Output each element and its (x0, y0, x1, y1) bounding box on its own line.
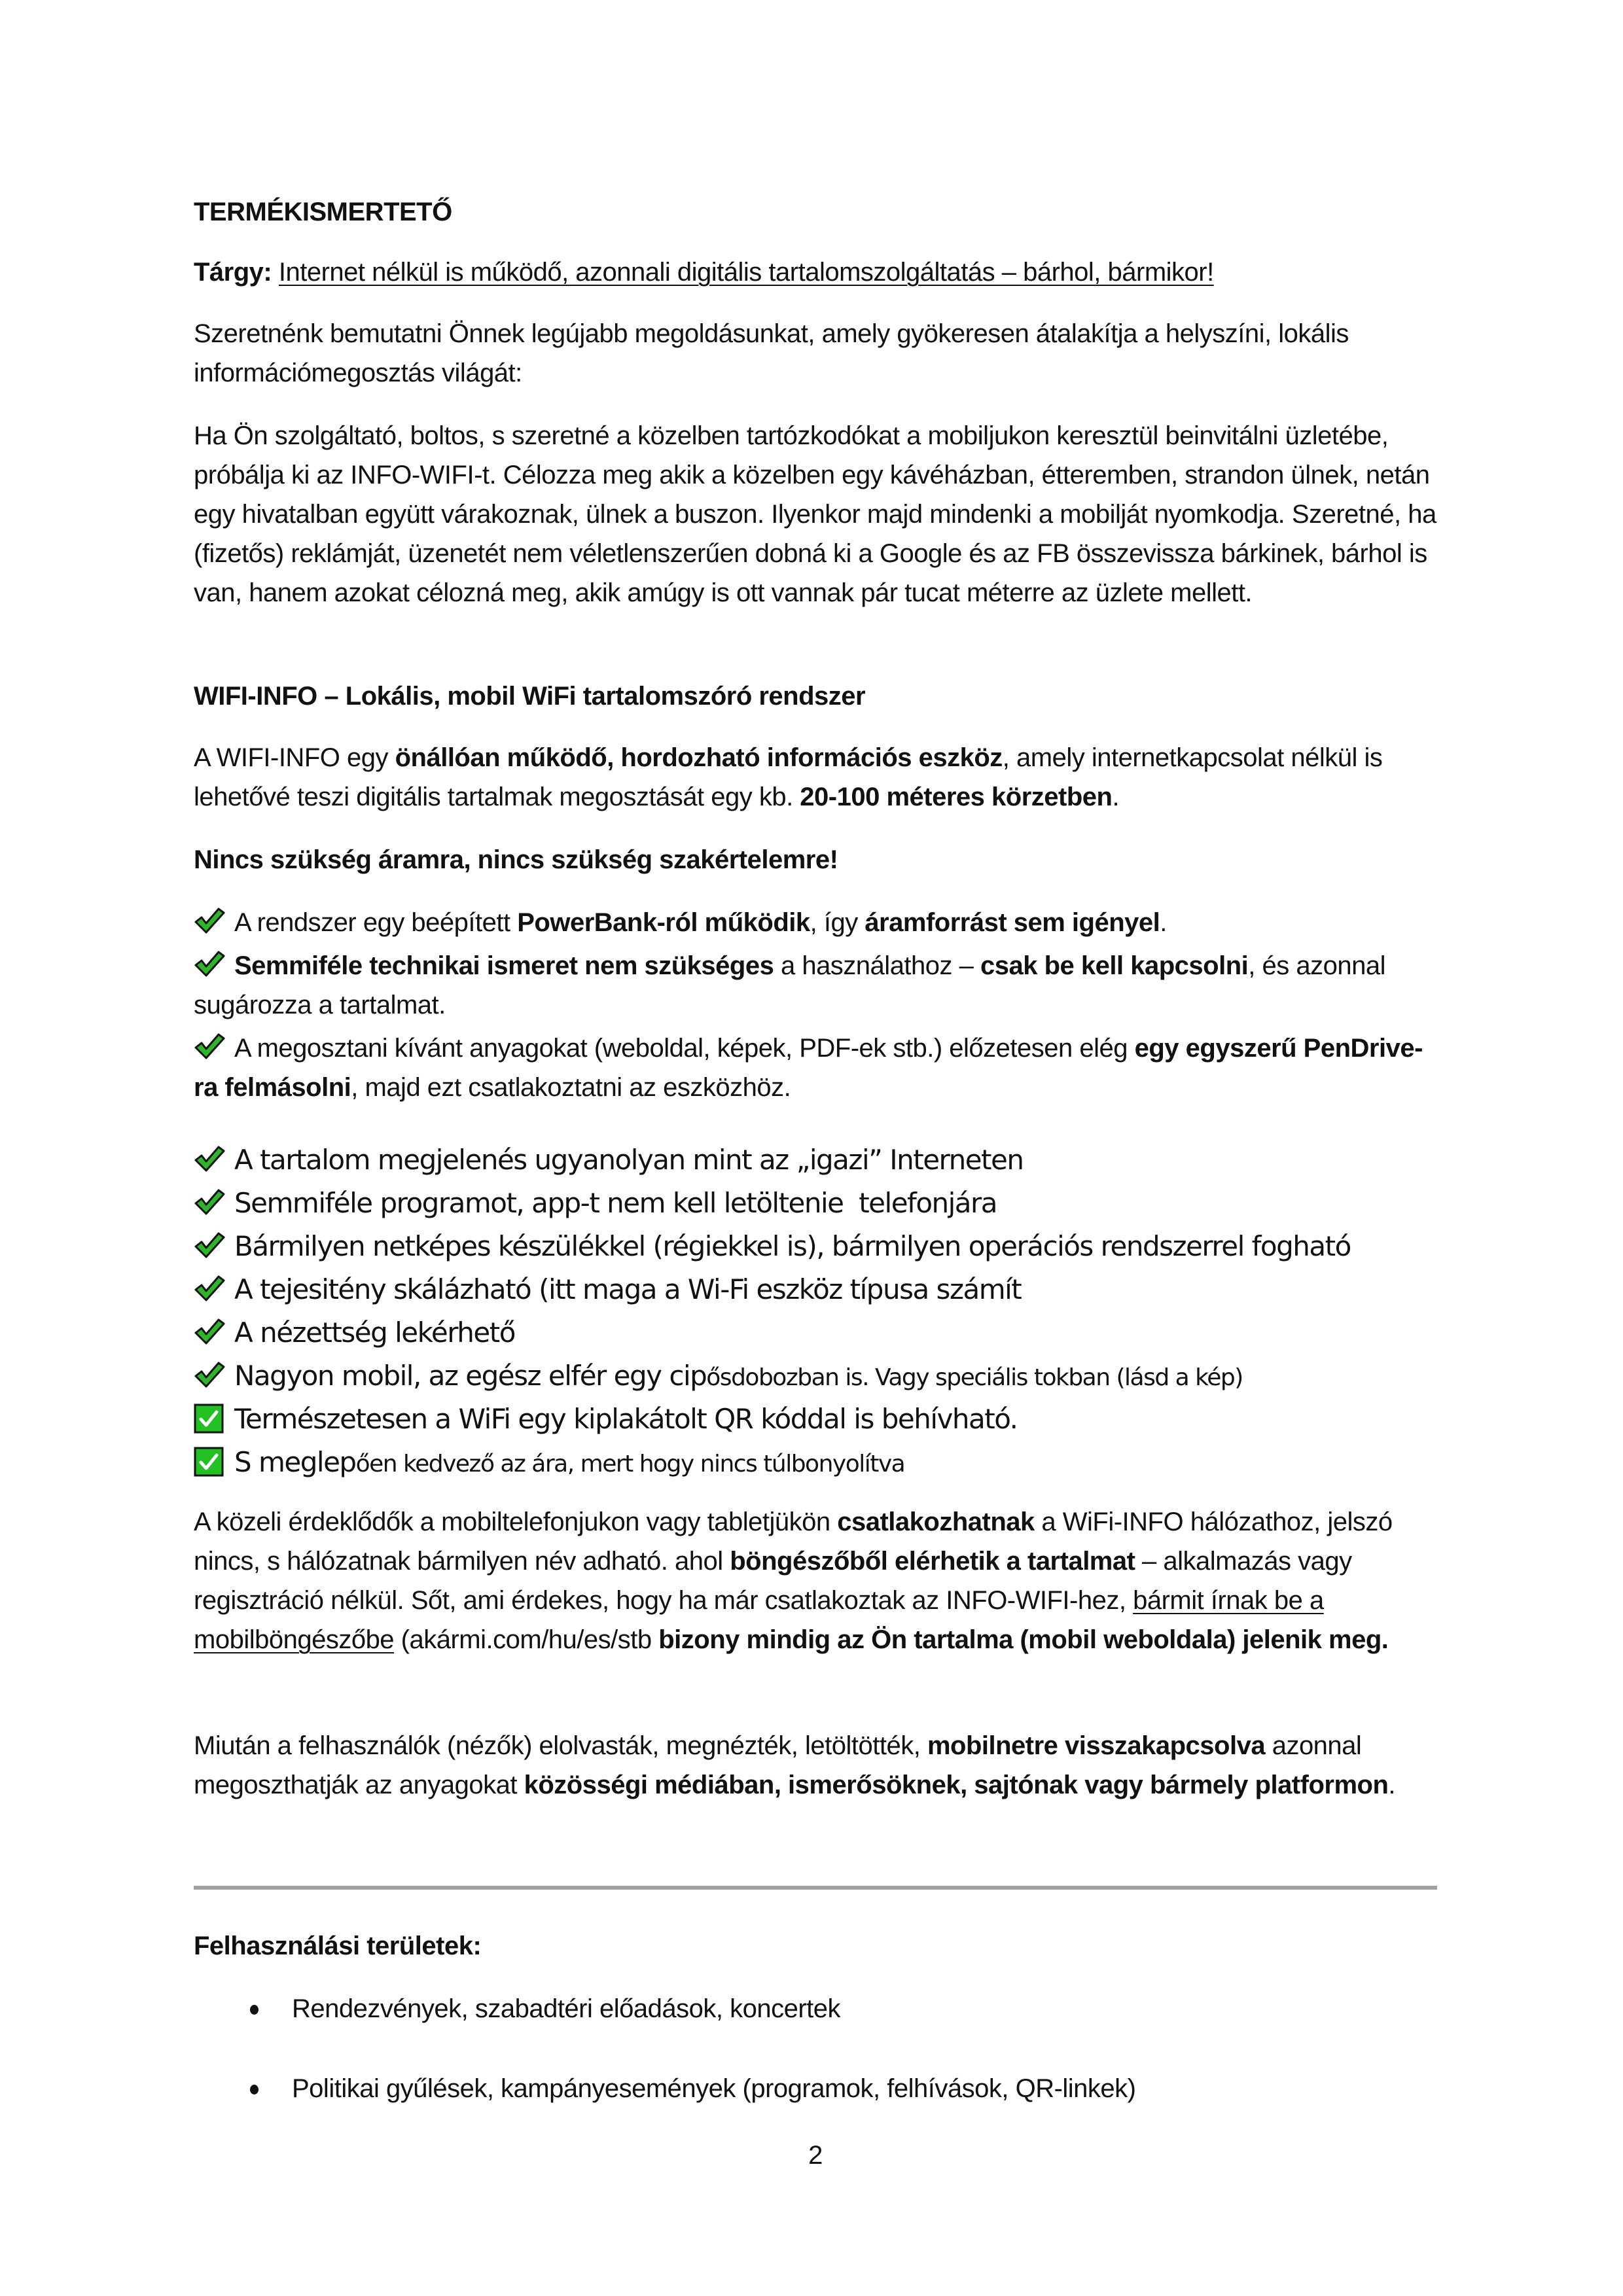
feature-item (194, 1398, 1437, 1441)
text-run: (akármi.com/hu/es/stb (394, 1625, 659, 1654)
text-run: – alkalmazás vagy regisztráció nélkül. Sőt, ami érdekes, hogy ha már csatlakoztak az INFO-WIFI-hez, (194, 1547, 1352, 1615)
checklist-item (194, 903, 1437, 942)
usage-item-text: Politikai gyűlések, kampányesemények (programok, felhívások, QR-linkek) (292, 2074, 1136, 2103)
text-run: a WiFi-INFO hálózathoz, jelszó nincs, s hálózatnak bármilyen név adható. ahol (194, 1508, 1393, 1576)
bullet-icon (250, 2005, 259, 2015)
usage-item-text: Rendezvények, szabadtéri előadások, koncertek (292, 1994, 841, 2023)
text-run: A rendszer egy beépített (234, 908, 518, 937)
subject-text: Internet nélkül is működő, azonnali digitális tartalomszolgáltatás – bárhol, bármikor! (278, 258, 1214, 287)
bold-run: csatlakozhatnak (837, 1508, 1035, 1536)
feature-item (194, 1225, 1437, 1268)
text-run: azonnal megoszthatják az anyagokat (194, 1731, 1362, 1799)
feature-item (194, 1311, 1437, 1354)
feature-text: Semmiféle programot, app-t nem kell letöltenie telefonjára (234, 1187, 997, 1219)
wifi-info-description (194, 738, 1437, 817)
subject-line (194, 253, 1437, 292)
bold-run: böngészőből elérhetik a tartalmat (730, 1547, 1135, 1576)
feature-text: A tejesitény skálázható (itt maga a Wi-Fi eszköz típusa számít (234, 1273, 1022, 1305)
bold-run: közösségi médiában, ismerősöknek, sajtónak vagy bármely platformon (524, 1771, 1389, 1799)
text-run: . (1160, 908, 1167, 937)
text-run: A megosztani kívánt anyagokat (weboldal, képek, PDF-ek stb.) előzetesen elég (234, 1034, 1135, 1063)
feature-item (194, 1139, 1437, 1182)
text-run: . (1388, 1771, 1396, 1799)
page-number: 2 (808, 2141, 823, 2170)
text-run: , és azonnal sugározza a tartalmat. (194, 951, 1385, 1019)
bold-run: PowerBank-ról működik (517, 908, 810, 937)
shop-paragraph: Ha Ön szolgáltató, boltos, s szeretné a közelben tartózkodókat a mobiljukon keresztül beinvitálni üzletébe, próbálja ki az INFO-WIFI-t. Célozza meg akik a közelben egy kávéházban, étteremben, strandon ülnek, netán egy hivatalban együtt várakoznak, ülnek a buszon. Ilyenkor majd mindenki a mobilját nyomkodja. Szeretné, ha (fizetős) reklámját, üzenetét nem véletlenszerűen dobná ki a Google és az FB összevissza bárkinek, bárhol is van, hanem azokat célozná meg, akik amúgy is ott vannak pár tucat méterre az üzlete mellett. (194, 421, 1436, 607)
check-mark-icon (194, 1188, 225, 1216)
bold-run: önállóan működő, hordozható információs eszköz (395, 743, 1003, 772)
main-checklist (194, 903, 1437, 1107)
bold-run: áramforrást sem igényel (865, 908, 1160, 937)
text-run: a használathoz – (774, 951, 981, 980)
usage-list (194, 1989, 1437, 2149)
connection-paragraph (194, 1502, 1437, 1659)
check-mark-icon (194, 1274, 225, 1303)
feature-text: Nagyon mobil, az egész elfér egy cip (234, 1360, 707, 1392)
underlined-run: bármit írnak be a mobilböngészőbe (194, 1586, 1324, 1654)
section-heading: WIFI-INFO – Lokális, mobil WiFi tartalomszóró rendszer (194, 682, 866, 711)
text-run: A WIFI-INFO egy (194, 743, 395, 772)
check-mark-icon (194, 1360, 225, 1389)
check-box-icon (194, 1404, 224, 1434)
check-mark-icon (194, 1032, 225, 1061)
horizontal-divider (194, 1886, 1437, 1890)
feature-item (194, 1354, 1437, 1398)
bold-run: mobilnetre visszakapcsolva (927, 1731, 1266, 1760)
text-run: Miután a felhasználók (nézők) elolvasták, megnézték, letöltötték, (194, 1731, 927, 1760)
check-box-icon (194, 1447, 224, 1477)
bold-run: Semmiféle technikai ismeret nem szükséges (234, 951, 774, 980)
feature-text: A nézettség lekérhető (234, 1316, 515, 1349)
usage-item (194, 2069, 1437, 2108)
feature-text: Bármilyen netképes készülékkel (régiekkel is), bármilyen operációs rendszerrel fogható (234, 1230, 1351, 1262)
bullet-icon (250, 2085, 259, 2094)
feature-checklist (194, 1139, 1437, 1484)
text-run: . (1112, 783, 1120, 811)
text-run: , majd ezt csatlakoztatni az eszközhöz. (351, 1073, 791, 1102)
check-mark-icon (194, 949, 225, 978)
check-mark-icon (194, 906, 225, 935)
feature-text: S meglep (234, 1446, 356, 1478)
intro-paragraph: Szeretnénk bemutatni Önnek legújabb megoldásunkat, amely gyökeresen átalakítja a helyszíni, lokális információmegosztás világát: (194, 319, 1349, 387)
bold-run: 20-100 méteres körzetben (800, 783, 1113, 811)
checklist-item (194, 1029, 1437, 1107)
text-run: A közeli érdeklődők a mobiltelefonjukon vagy tabletjükön (194, 1508, 838, 1536)
feature-item (194, 1441, 1437, 1484)
checklist-item (194, 946, 1437, 1025)
no-need-heading: Nincs szükség áramra, nincs szükség szakértelemre! (194, 845, 838, 874)
feature-text: Természetesen a WiFi egy kiplakátolt QR kóddal is behívható. (234, 1403, 1018, 1435)
feature-text-small: ősdobozban is. Vagy speciális tokban (lásd a kép) (706, 1364, 1243, 1391)
bold-run: csak be kell kapcsolni (980, 951, 1249, 980)
subject-label: Tárgy: (194, 258, 272, 287)
feature-item (194, 1268, 1437, 1311)
usage-item (194, 1989, 1437, 2028)
bold-run: bizony mindig az Ön tartalma (mobil weboldala) jelenik meg. (658, 1625, 1389, 1654)
feature-item (194, 1182, 1437, 1225)
feature-text: A tartalom megjelenés ugyanolyan mint az „igazi” Interneten (234, 1144, 1024, 1176)
check-mark-icon (194, 1231, 225, 1260)
bold-run: egy egyszerű PenDrive-ra felmásolni (194, 1034, 1423, 1102)
text-run: , így (810, 908, 865, 937)
check-mark-icon (194, 1317, 225, 1346)
sharing-paragraph (194, 1726, 1437, 1805)
check-mark-icon (194, 1144, 225, 1173)
usage-heading: Felhasználási területek: (194, 1932, 482, 1960)
text-run: , amely internetkapcsolat nélkül is lehetővé teszi digitális tartalmak megosztását egy kb. (194, 743, 1383, 811)
feature-text-small: ően kedvező az ára, mert hogy nincs túlbonyolítva (355, 1451, 905, 1477)
document-title: TERMÉKISMERTETŐ (194, 198, 452, 226)
